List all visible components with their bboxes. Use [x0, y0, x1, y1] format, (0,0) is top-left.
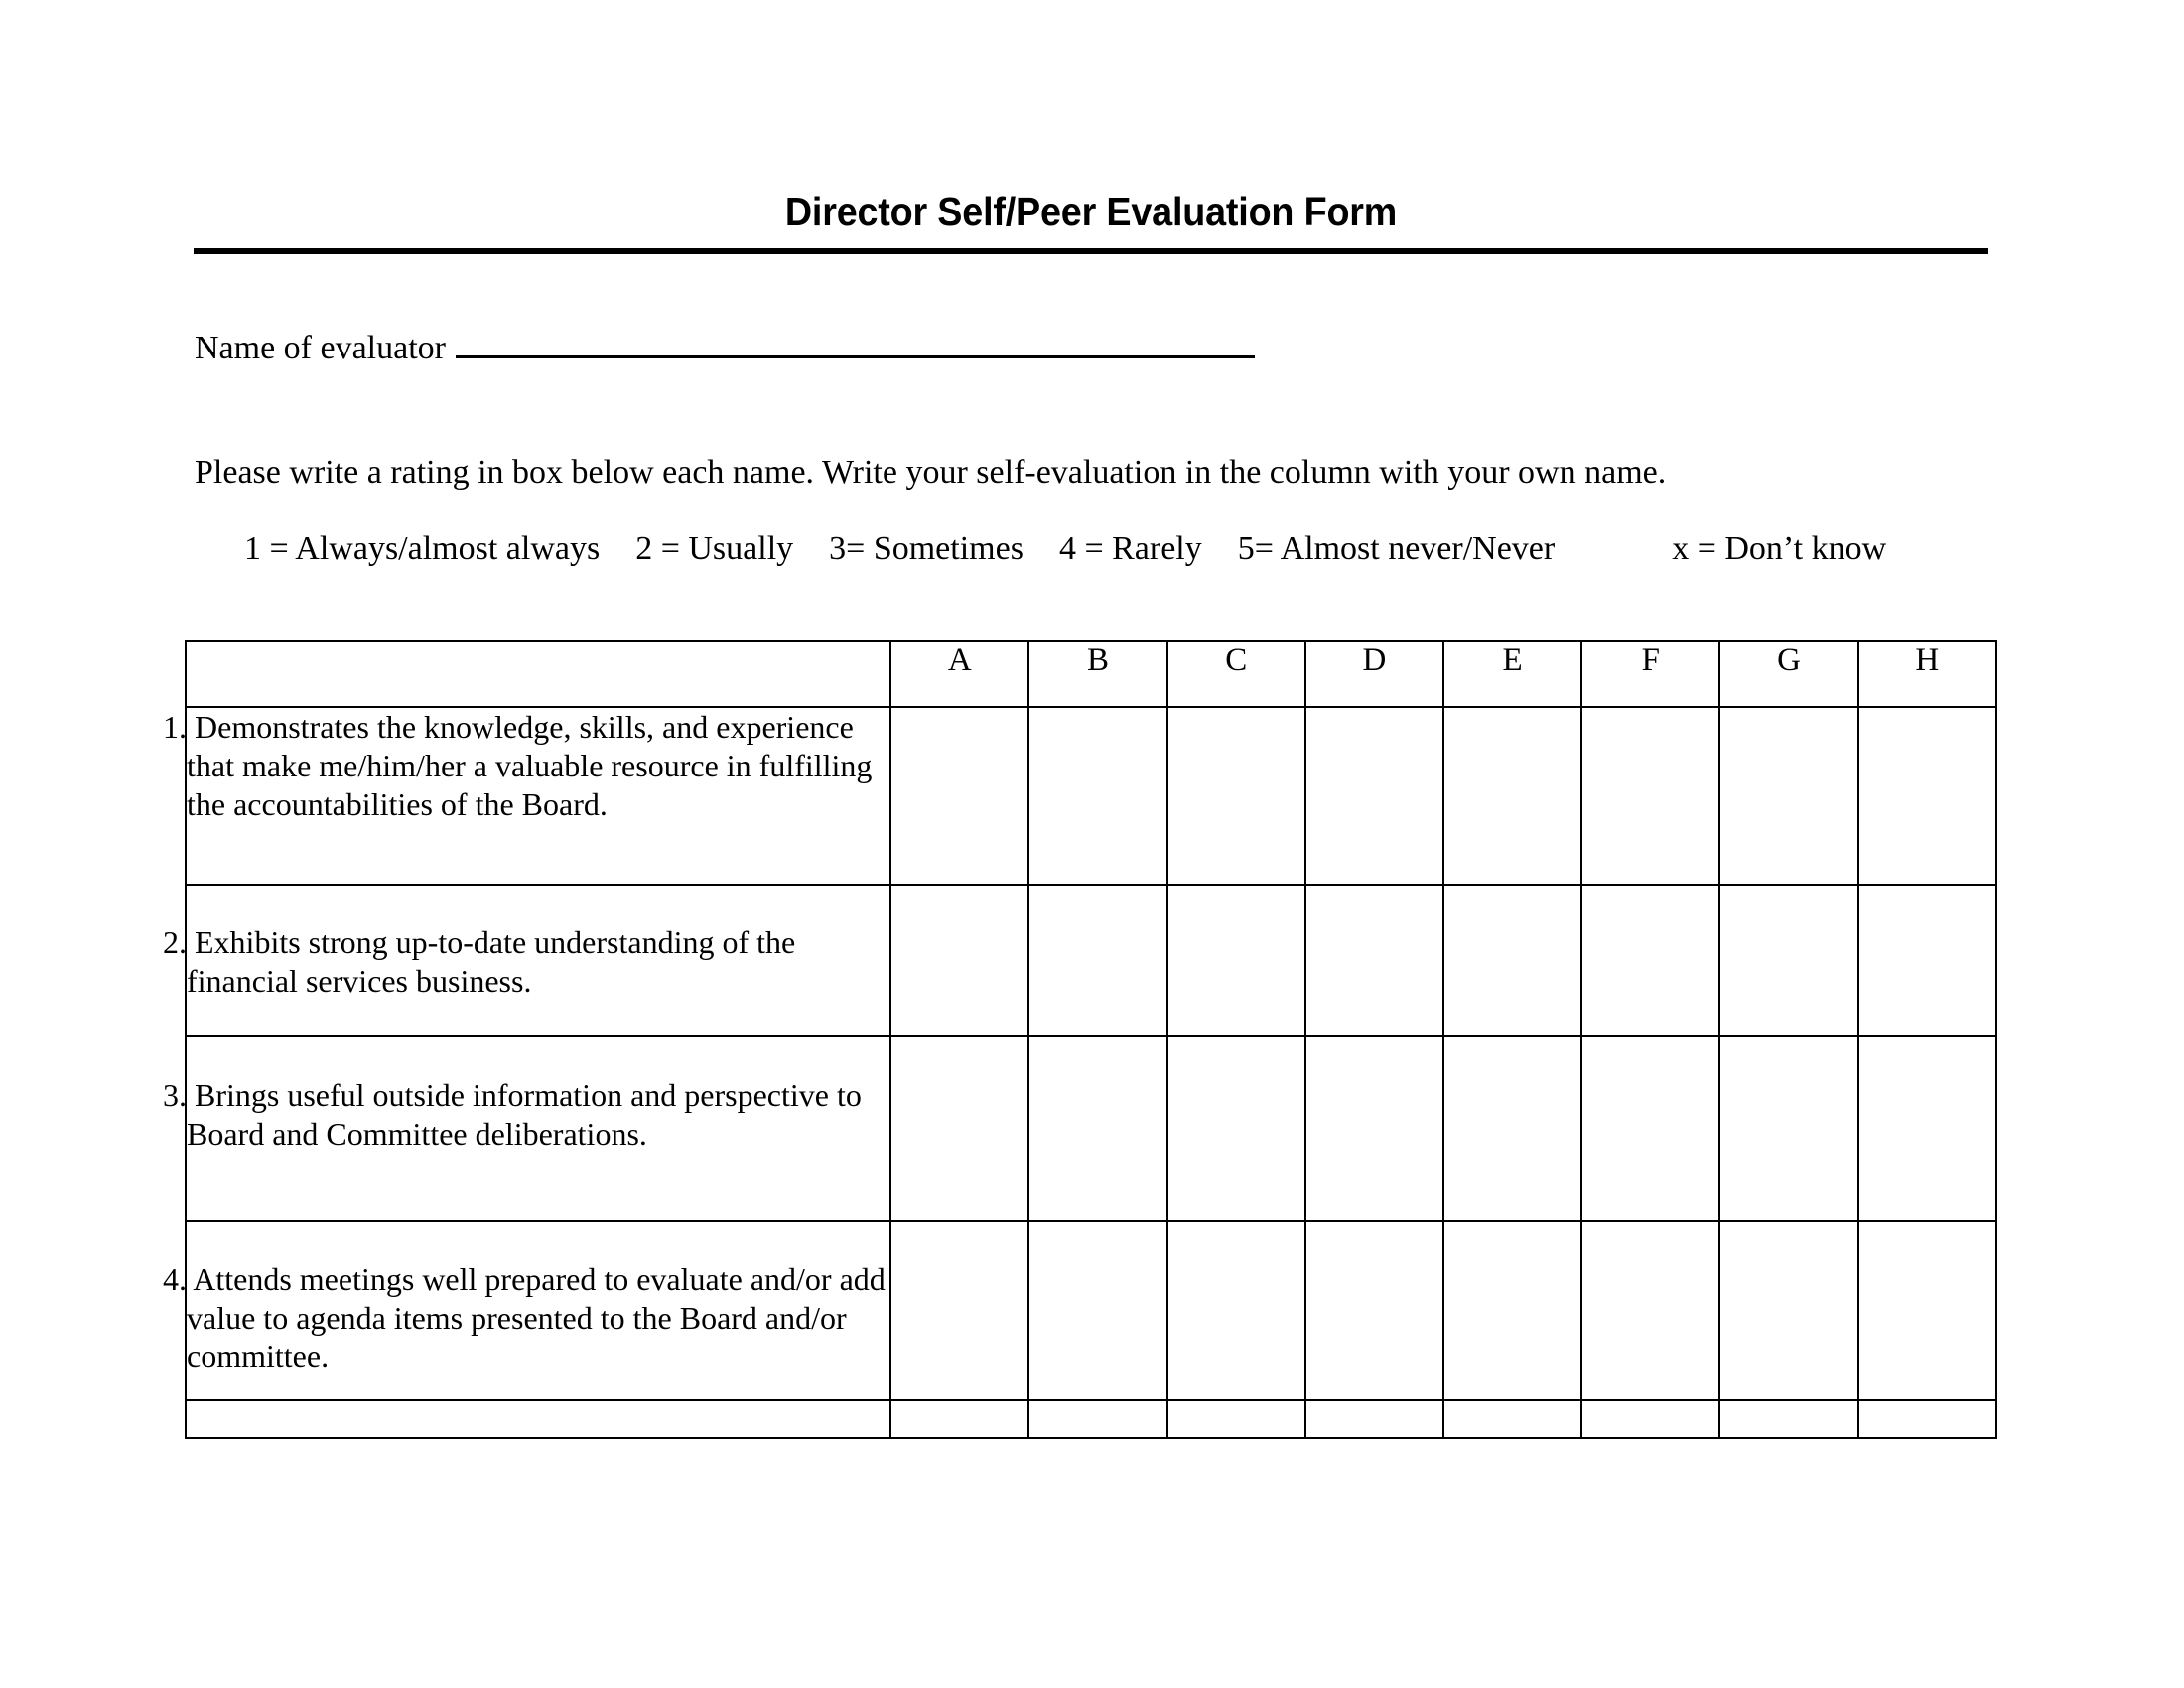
scale-item-3: 3= Sometimes	[829, 530, 1024, 567]
rating-cell-4-e[interactable]	[1443, 1221, 1581, 1400]
criterion-text-4: 4. Attends meetings well prepared to evaluate and/or add value to agenda items presented to the Board and/or committee.	[186, 1221, 890, 1400]
title-block	[194, 189, 1988, 254]
rating-cell-4-h[interactable]	[1858, 1221, 1996, 1400]
table-header-col-c: C	[1167, 641, 1305, 707]
rating-scale-legend	[244, 528, 1886, 571]
criterion-text-2: 2. Exhibits strong up-to-date understanding of the financial services business.	[186, 885, 890, 1036]
table-row	[186, 1400, 1996, 1438]
rating-cell-4-b[interactable]	[1028, 1221, 1166, 1400]
title-horizontal-rule	[194, 248, 1988, 254]
rating-cell-1-f[interactable]	[1581, 707, 1719, 885]
rating-cell-4-c[interactable]	[1167, 1221, 1305, 1400]
scale-item-1: 1 = Always/almost always	[244, 530, 601, 567]
rating-cell-2-h[interactable]	[1858, 885, 1996, 1036]
evaluator-name-input[interactable]	[456, 328, 1255, 358]
rating-cell-5-g[interactable]	[1719, 1400, 1857, 1438]
evaluation-table	[163, 640, 1997, 1439]
rating-cell-1-a[interactable]	[890, 707, 1028, 885]
rating-cell-2-a[interactable]	[890, 885, 1028, 1036]
scale-item-5: 5= Almost never/Never	[1237, 530, 1556, 567]
criterion-text-3: 3. Brings useful outside information and perspective to Board and Committee deliberations.	[186, 1036, 890, 1221]
rating-cell-4-d[interactable]	[1305, 1221, 1443, 1400]
table-header-col-a: A	[890, 641, 1028, 707]
rating-cell-5-d[interactable]	[1305, 1400, 1443, 1438]
rating-cell-4-f[interactable]	[1581, 1221, 1719, 1400]
rating-cell-1-e[interactable]	[1443, 707, 1581, 885]
table-row	[186, 707, 1996, 885]
table-header-col-f: F	[1581, 641, 1719, 707]
scale-item-2: 2 = Usually	[635, 530, 794, 567]
table-header-col-g: G	[1719, 641, 1857, 707]
rating-cell-5-e[interactable]	[1443, 1400, 1581, 1438]
rating-cell-2-e[interactable]	[1443, 885, 1581, 1036]
rating-cell-1-g[interactable]	[1719, 707, 1857, 885]
rating-cell-4-g[interactable]	[1719, 1221, 1857, 1400]
rating-cell-5-b[interactable]	[1028, 1400, 1166, 1438]
rating-cell-3-e[interactable]	[1443, 1036, 1581, 1221]
table-header-col-d: D	[1305, 641, 1443, 707]
table-header-col-h: H	[1858, 641, 1996, 707]
table-header-row	[186, 641, 1996, 707]
criterion-text-1: 1. Demonstrates the knowledge, skills, and experience that make me/him/her a valuable resource in fulfilling the accountabilities of the Board.	[186, 707, 890, 885]
rating-cell-3-f[interactable]	[1581, 1036, 1719, 1221]
rating-cell-2-g[interactable]	[1719, 885, 1857, 1036]
rating-cell-3-a[interactable]	[890, 1036, 1028, 1221]
table-header-description	[186, 641, 890, 707]
rating-cell-4-a[interactable]	[890, 1221, 1028, 1400]
criterion-text-5	[186, 1400, 890, 1438]
rating-cell-2-f[interactable]	[1581, 885, 1719, 1036]
table-row	[186, 885, 1996, 1036]
table-row	[186, 1221, 1996, 1400]
rating-cell-1-d[interactable]	[1305, 707, 1443, 885]
instructions-text: Please write a rating in box below each name. Write your self-evaluation in the column with your own name.	[195, 454, 1667, 491]
table-row	[186, 1036, 1996, 1221]
rating-cell-3-h[interactable]	[1858, 1036, 1996, 1221]
page-title: Director Self/Peer Evaluation Form	[784, 189, 1398, 234]
table-header-col-e: E	[1443, 641, 1581, 707]
rating-cell-3-g[interactable]	[1719, 1036, 1857, 1221]
rating-cell-2-d[interactable]	[1305, 885, 1443, 1036]
rating-cell-3-b[interactable]	[1028, 1036, 1166, 1221]
scale-item-4: 4 = Rarely	[1058, 530, 1202, 567]
scale-item-x: x = Don’t know	[1672, 530, 1887, 567]
rating-cell-3-d[interactable]	[1305, 1036, 1443, 1221]
rating-cell-2-b[interactable]	[1028, 885, 1166, 1036]
rating-cell-3-c[interactable]	[1167, 1036, 1305, 1221]
rating-cell-1-b[interactable]	[1028, 707, 1166, 885]
rating-cell-5-f[interactable]	[1581, 1400, 1719, 1438]
rating-cell-1-c[interactable]	[1167, 707, 1305, 885]
rating-cell-5-a[interactable]	[890, 1400, 1028, 1438]
table-header-col-b: B	[1028, 641, 1166, 707]
rating-cell-5-h[interactable]	[1858, 1400, 1996, 1438]
rating-cell-2-c[interactable]	[1167, 885, 1305, 1036]
rating-cell-1-h[interactable]	[1858, 707, 1996, 885]
rating-cell-5-c[interactable]	[1167, 1400, 1305, 1438]
evaluator-name-label: Name of evaluator	[195, 330, 446, 366]
evaluator-name-row	[195, 328, 1255, 369]
